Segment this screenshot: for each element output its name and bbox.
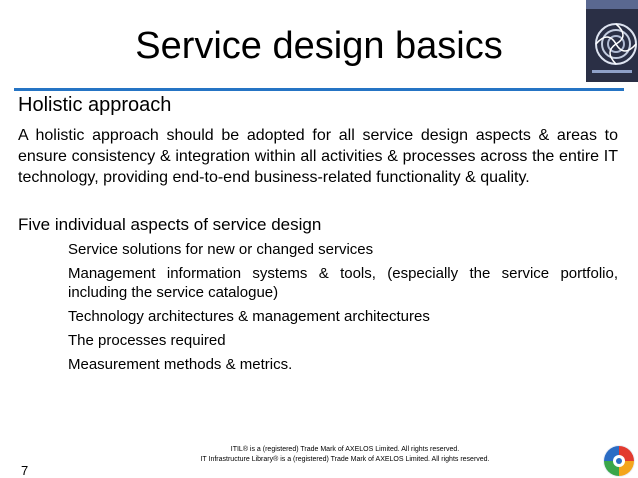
lifecycle-wheel-icon: [602, 444, 636, 478]
footer-line-2: IT Infrastructure Library® is a (registered) Trade Mark of AXELOS Limited. All rights reserved.: [200, 456, 490, 463]
list-item: Measurement methods & metrics.: [68, 356, 293, 373]
slide-title: Service design basics: [135, 25, 503, 67]
list-item: Service solutions for new or changed services: [68, 241, 374, 258]
body-paragraph: A holistic approach should be adopted for all service design aspects & areas to ensure consistency & integration within all activities & processes across the entire IT technology, providing end-to-end business-related functionality & quality.: [18, 127, 618, 186]
list-item: Technology architectures & management architectures: [68, 308, 430, 325]
aspects-heading: Five individual aspects of service design: [18, 215, 322, 234]
footer-trademark: [140, 445, 550, 465]
footer-line-1: ITIL® is a (registered) Trade Mark of AXELOS Limited. All rights reserved.: [230, 446, 460, 453]
title-rule: [14, 88, 624, 91]
list-item: The processes required: [68, 332, 226, 349]
list-item: Management information systems & tools, (especially the service portfolio, including the service catalogue): [68, 265, 618, 301]
section-subtitle: Holistic approach: [18, 94, 172, 116]
aspects-list: [68, 240, 618, 379]
page-number: 7: [21, 463, 29, 478]
book-cover-icon: [586, 0, 638, 82]
